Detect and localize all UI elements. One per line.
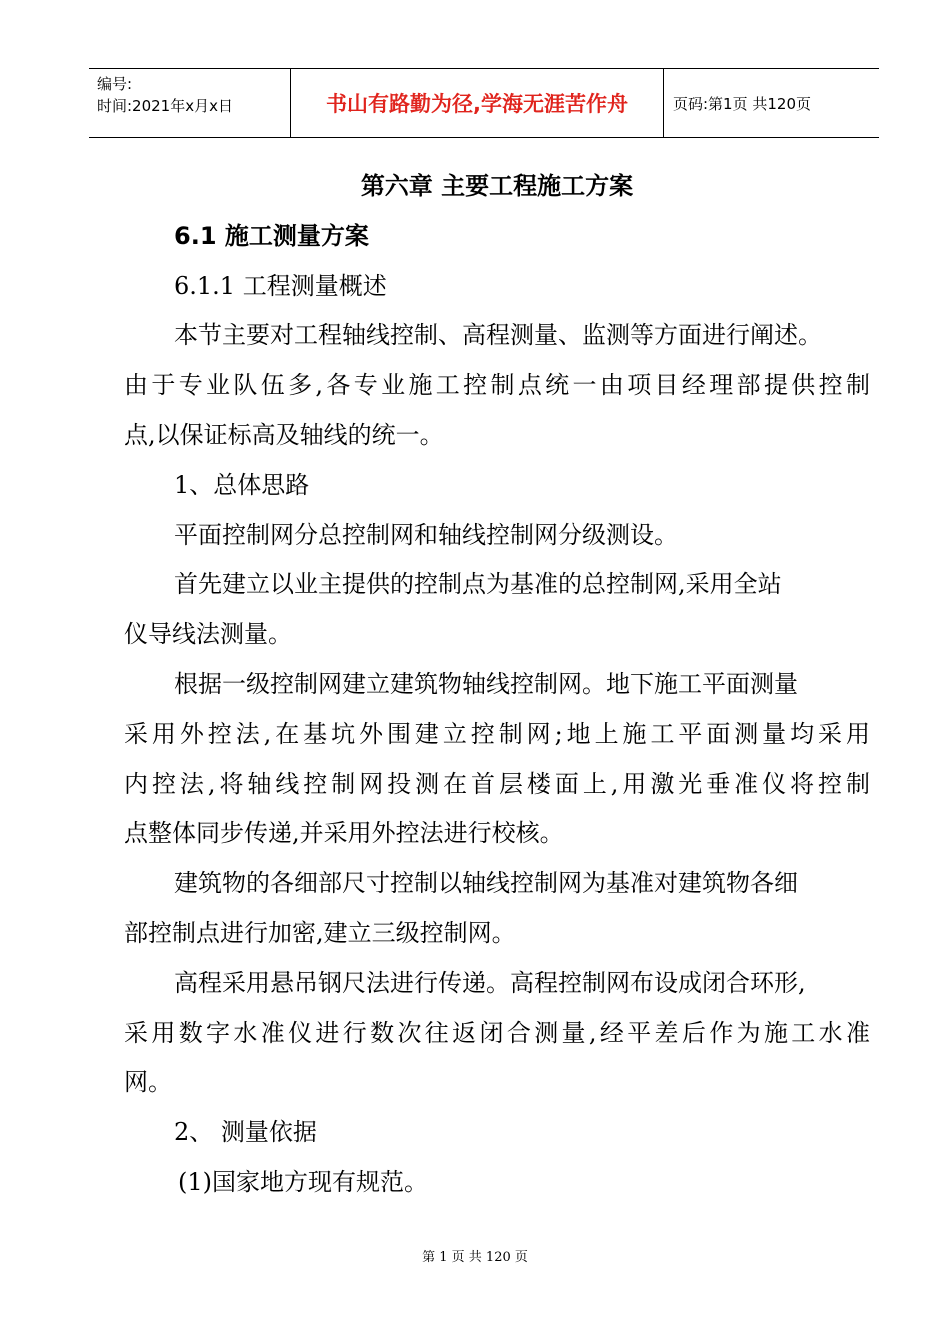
page-header <box>89 68 879 138</box>
paragraph-line: 采用外控法,在基坑外围建立控制网;地上施工平面测量均采用 <box>124 719 870 748</box>
header-motto: 书山有路勤为径,学海无涯苦作舟 <box>291 69 664 137</box>
paragraph-line: 点,以保证标高及轴线的统一。 <box>124 420 444 449</box>
paragraph-line: 部控制点进行加密,建立三级控制网。 <box>124 918 516 947</box>
list-heading: 1、总体思路 <box>174 470 310 499</box>
list-item: (1)国家地方现有规范。 <box>178 1167 428 1196</box>
paragraph-line: 网。 <box>124 1068 172 1097</box>
paragraph-line: 建筑物的各细部尺寸控制以轴线控制网为基准对建筑物各细 <box>174 869 798 898</box>
header-page-info: 页码:第1页 共120页 <box>673 94 811 113</box>
paragraph-line: 首先建立以业主提供的控制点为基准的总控制网,采用全站 <box>174 570 782 599</box>
subsection-title: 6.1.1 工程测量概述 <box>174 271 387 300</box>
paragraph-line: 根据一级控制网建立建筑物轴线控制网。地下施工平面测量 <box>174 669 798 698</box>
paragraph-line: 由于专业队伍多,各专业施工控制点统一由项目经理部提供控制 <box>124 371 870 400</box>
list-heading: 2、 测量依据 <box>174 1118 317 1147</box>
document-date: 时间:2021年x月x日 <box>97 97 233 115</box>
section-title: 6.1 施工测量方案 <box>174 221 369 250</box>
document-number-label: 编号: <box>97 75 133 93</box>
paragraph-line: 平面控制网分总控制网和轴线控制网分级测设。 <box>174 520 678 549</box>
paragraph-line: 内控法,将轴线控制网投测在首层楼面上,用激光垂准仪将控制 <box>124 769 870 798</box>
page-footer: 第 1 页 共 120 页 <box>422 1250 528 1265</box>
paragraph-line: 仪导线法测量。 <box>124 620 292 649</box>
paragraph-line: 本节主要对工程轴线控制、高程测量、监测等方面进行阐述。 <box>174 321 822 350</box>
paragraph-line: 采用数字水准仪进行数次往返闭合测量,经平差后作为施工水准 <box>124 1018 870 1047</box>
chapter-title: 第六章 主要工程施工方案 <box>360 172 634 200</box>
paragraph-line: 高程采用悬吊钢尺法进行传递。高程控制网布设成闭合环形, <box>174 968 806 997</box>
document-body <box>124 162 870 1208</box>
header-meta <box>89 69 291 137</box>
paragraph-line: 点整体同步传递,并采用外控法进行校核。 <box>124 819 564 848</box>
